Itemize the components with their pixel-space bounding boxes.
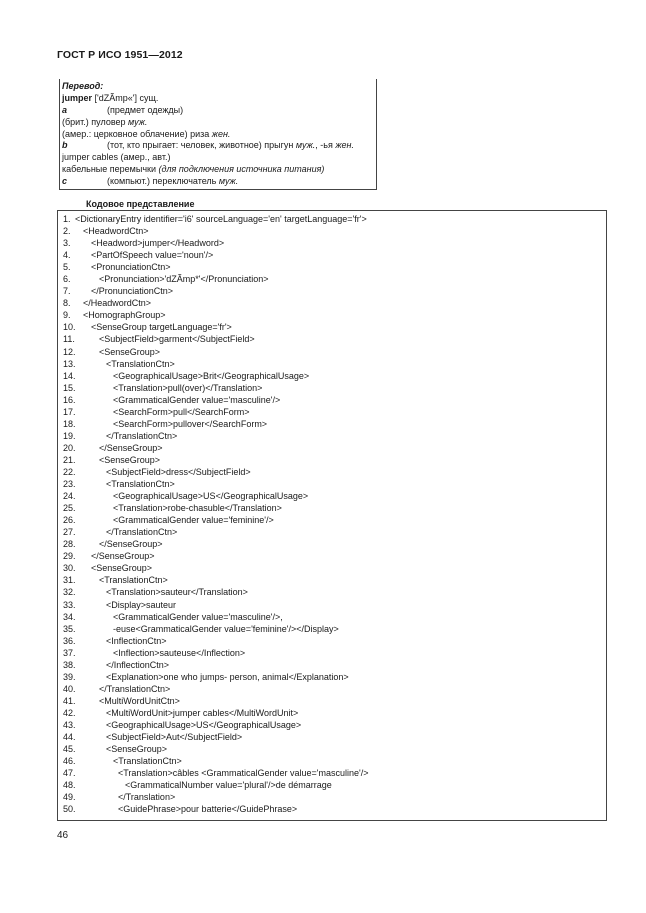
code-text: <Translation>câbles <GrammaticalGender value='masculine'/> [118, 768, 369, 779]
translation-text: b [62, 140, 68, 151]
code-text: <GrammaticalGender value='masculine'/> [113, 394, 281, 405]
translation-text: (предмет одежды) [107, 104, 184, 115]
code-text: <SenseGroup> [99, 346, 161, 357]
line-number: 25. [63, 503, 76, 514]
code-text: </TranslationCtn> [106, 430, 178, 441]
code-text: <Translation>sauteur</Translation> [106, 587, 248, 598]
code-text: <PronunciationCtn> [91, 262, 171, 273]
code-text: <SenseGroup> [91, 563, 153, 574]
translation-text: a [62, 104, 68, 115]
translation-heading: Перевод: [62, 81, 104, 91]
translation-text: c [62, 176, 68, 187]
translation-text: (брит.) пуловер [62, 116, 129, 127]
code-text: <TranslationCtn> [99, 575, 168, 586]
line-number: 12. [63, 346, 76, 357]
line-number: 14. [63, 370, 76, 381]
page-number: 46 [57, 830, 69, 841]
line-number: 21. [63, 454, 76, 465]
translation-line [62, 176, 354, 188]
line-number: 6. [63, 274, 71, 285]
line-number: 46. [63, 756, 76, 767]
code-text: <SubjectField>dress</SubjectField> [106, 466, 251, 477]
line-number: 42. [63, 707, 76, 718]
line-number: 48. [63, 780, 76, 791]
code-text: <TranslationCtn> [106, 479, 175, 490]
line-number: 26. [63, 515, 76, 526]
translation-text: (компьют.) переключатель [107, 176, 219, 187]
line-number: 44. [63, 732, 76, 743]
line-number: 9. [63, 310, 71, 321]
code-text: <GeographicalUsage>US</GeographicalUsage> [106, 719, 302, 730]
code-box [57, 210, 607, 821]
code-text: <TranslationCtn> [106, 358, 175, 369]
code-text: <SearchForm>pull</SearchForm> [113, 406, 250, 417]
translation-content [62, 81, 354, 188]
line-number: 24. [63, 491, 76, 502]
line-number: 7. [63, 286, 71, 297]
code-text: <MultiWordUnitCtn> [99, 695, 180, 706]
code-text: <SearchForm>pullover</SearchForm> [113, 418, 268, 429]
line-number: 3. [63, 238, 71, 249]
line-number: 18. [63, 418, 76, 429]
translation-text: жен. [335, 140, 354, 151]
line-number: 38. [63, 659, 76, 670]
line-number: 39. [63, 671, 76, 682]
line-number: 20. [63, 442, 76, 453]
line-number: 45. [63, 744, 76, 755]
code-text: <SenseGroup> [106, 744, 168, 755]
code-text: </TranslationCtn> [106, 527, 178, 538]
line-number: 33. [63, 599, 76, 610]
translation-line [62, 105, 354, 117]
code-text: <SubjectField>garment</SubjectField> [99, 334, 255, 345]
code-text: </InflectionCtn> [106, 659, 170, 670]
code-text: <SubjectField>Aut</SubjectField> [106, 732, 243, 743]
line-number: 27. [63, 527, 76, 538]
code-text: <PartOfSpeech value='noun'/> [91, 250, 214, 261]
line-number: 13. [63, 358, 76, 369]
code-text: <GrammaticalGender value='masculine'/>, [113, 611, 283, 622]
code-text: </SenseGroup> [99, 539, 163, 550]
code-text: <InflectionCtn> [106, 635, 167, 646]
code-text: <Pronunciation>'dZÃmp*'</Pronunciation> [99, 274, 269, 285]
translation-text: , -ья [315, 140, 336, 151]
line-number: 36. [63, 635, 76, 646]
translation-line [62, 129, 354, 141]
line-number: 2. [63, 226, 71, 237]
code-text: <GuidePhrase>pour batterie</GuidePhrase> [118, 804, 298, 815]
line-number: 15. [63, 382, 76, 393]
line-number: 1. [63, 214, 71, 224]
code-text: <GrammaticalNumber value='plural'/>de démarrage [125, 780, 332, 791]
code-section-title: Кодовое представление [86, 199, 195, 209]
code-text: <GrammaticalGender value='feminine'/> [113, 515, 274, 526]
translation-line [62, 117, 354, 129]
document-header: ГОСТ Р ИСО 1951—2012 [57, 49, 183, 61]
translation-box [59, 79, 377, 190]
line-number: 16. [63, 394, 76, 405]
line-number: 30. [63, 563, 76, 574]
line-number: 34. [63, 611, 76, 622]
translation-text: jumper cables (амер., авт.) [62, 152, 171, 163]
code-text: <Headword>jumper</Headword> [91, 238, 225, 249]
line-number: 4. [63, 250, 71, 261]
line-number: 41. [63, 695, 76, 706]
line-number: 17. [63, 406, 76, 417]
line-number: 31. [63, 575, 76, 586]
line-number: 8. [63, 298, 71, 309]
code-text: <Display>sauteur [106, 599, 177, 610]
line-number: 5. [63, 262, 71, 273]
line-number: 22. [63, 466, 76, 477]
line-number: 11. [63, 334, 75, 345]
code-text: <SenseGroup> [99, 454, 161, 465]
translation-text: ['dZÃmp«'] сущ. [92, 92, 159, 103]
code-text: <MultiWordUnit>jumper cables</MultiWordUnit> [106, 707, 299, 718]
translation-text: муж. [218, 176, 239, 187]
line-number: 37. [63, 647, 76, 658]
code-text: </SenseGroup> [99, 442, 163, 453]
code-text: </Translation> [118, 792, 176, 803]
line-number: 40. [63, 683, 76, 694]
translation-line [62, 93, 354, 105]
code-text: <Translation>robe-chasuble</Translation> [113, 503, 282, 514]
translation-text: кабельные перемычки [62, 164, 159, 175]
code-text: <HomographGroup> [83, 310, 166, 321]
translation-line [62, 152, 354, 164]
line-number: 28. [63, 539, 76, 550]
code-text: <SenseGroup targetLanguage='fr'> [91, 322, 232, 333]
code-text: <HeadwordCtn> [83, 226, 149, 237]
code-text: </PronunciationCtn> [91, 286, 174, 297]
line-number: 29. [63, 551, 76, 562]
translation-line [62, 164, 354, 176]
code-text: <DictionaryEntry identifier='i6' sourceLanguage='en' targetLanguage='fr'> [75, 214, 367, 224]
translation-text: муж. [128, 116, 148, 127]
code-text: <TranslationCtn> [113, 756, 182, 767]
translation-text: (тот, кто прыгает: человек, животное) прыгун [107, 140, 296, 151]
code-text: <Translation>pull(over)</Translation> [113, 382, 263, 393]
code-text: -euse<GrammaticalGender value='feminine'/></Display> [113, 623, 339, 634]
line-number: 32. [63, 587, 76, 598]
translation-text: (для подключения источника питания) [158, 164, 325, 175]
translation-text: jumper [62, 92, 93, 103]
line-number: 23. [63, 479, 76, 490]
line-number: 50. [63, 804, 76, 815]
line-number: 47. [63, 768, 76, 779]
code-text: <GeographicalUsage>Brit</GeographicalUsage> [113, 370, 310, 381]
code-text: </TranslationCtn> [99, 683, 171, 694]
line-number: 10. [63, 322, 76, 333]
code-text: <GeographicalUsage>US</GeographicalUsage> [113, 491, 309, 502]
line-number: 35. [63, 623, 76, 634]
translation-line [62, 140, 354, 152]
translation-text: муж. [295, 140, 316, 151]
translation-text: жен. [211, 128, 231, 139]
code-text: <Explanation>one who jumps- person, animal</Explanation> [106, 671, 349, 682]
translation-text: (амер.: церковное облачение) риза [62, 128, 212, 139]
code-text: </HeadwordCtn> [83, 298, 152, 309]
code-text: </SenseGroup> [91, 551, 155, 562]
line-number: 19. [63, 430, 76, 441]
code-text: <Inflection>sauteuse</Inflection> [113, 647, 246, 658]
line-number: 49. [63, 792, 76, 803]
line-number: 43. [63, 719, 76, 730]
